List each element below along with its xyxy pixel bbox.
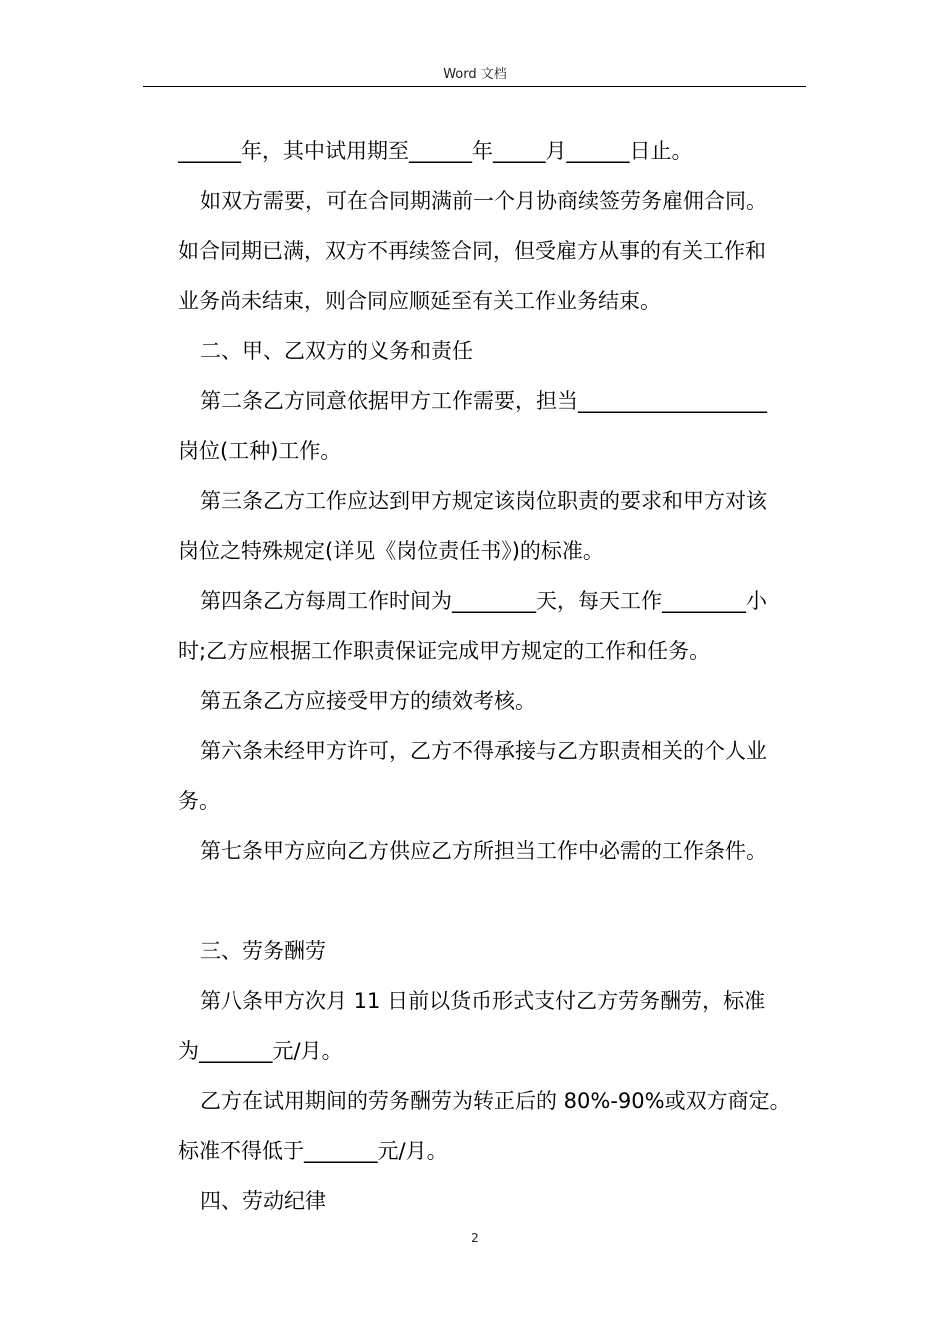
text-line: ______年，其中试用期至______年_____月______日止。 bbox=[178, 139, 693, 163]
text-line: 务。 bbox=[178, 789, 220, 813]
text-line: 第三条乙方工作应达到甲方规定该岗位职责的要求和甲方对该 bbox=[200, 489, 767, 513]
text-line: 时;乙方应根据工作职责保证完成甲方规定的工作和任务。 bbox=[178, 639, 711, 663]
page-number: 2 bbox=[471, 1231, 479, 1245]
section-heading: 二、甲、乙双方的义务和责任 bbox=[200, 339, 473, 363]
text-line: 第四条乙方每周工作时间为________天，每天工作________小 bbox=[200, 589, 767, 613]
section-heading: 四、劳动纪律 bbox=[200, 1189, 326, 1213]
section-heading: 三、劳务酬劳 bbox=[200, 939, 326, 963]
text-line: 岗位(工种)工作。 bbox=[178, 439, 342, 463]
blank-line bbox=[178, 876, 808, 926]
text-line: 第六条未经甲方许可，乙方不得承接与乙方职责相关的个人业 bbox=[200, 739, 767, 763]
text-line: 第五条乙方应接受甲方的绩效考核。 bbox=[200, 689, 536, 713]
text-line: 为_______元/月。 bbox=[178, 1039, 343, 1063]
header-title: Word 文档 bbox=[443, 67, 507, 82]
text-line: 如合同期已满，双方不再续签合同，但受雇方从事的有关工作和 bbox=[178, 239, 766, 263]
text-line: 乙方在试用期间的劳务酬劳为转正后的 80%-90%或双方商定。 bbox=[200, 1089, 791, 1113]
text-line: 第七条甲方应向乙方供应乙方所担当工作中必需的工作条件。 bbox=[200, 839, 767, 863]
text-line: 第八条甲方次月 11 日前以货币形式支付乙方劳务酬劳，标准 bbox=[200, 989, 766, 1013]
text-line: 第二条乙方同意依据甲方工作需要，担当__________________ bbox=[200, 389, 767, 413]
header-divider bbox=[143, 86, 806, 87]
document-body bbox=[178, 126, 808, 1226]
text-line: 岗位之特殊规定(详见《岗位责任书》)的标准。 bbox=[178, 539, 604, 563]
text-line: 标准不得低于_______元/月。 bbox=[178, 1139, 448, 1163]
text-line: 如双方需要，可在合同期满前一个月协商续签劳务雇佣合同。 bbox=[200, 189, 767, 213]
text-line: 业务尚未结束，则合同应顺延至有关工作业务结束。 bbox=[178, 289, 661, 313]
